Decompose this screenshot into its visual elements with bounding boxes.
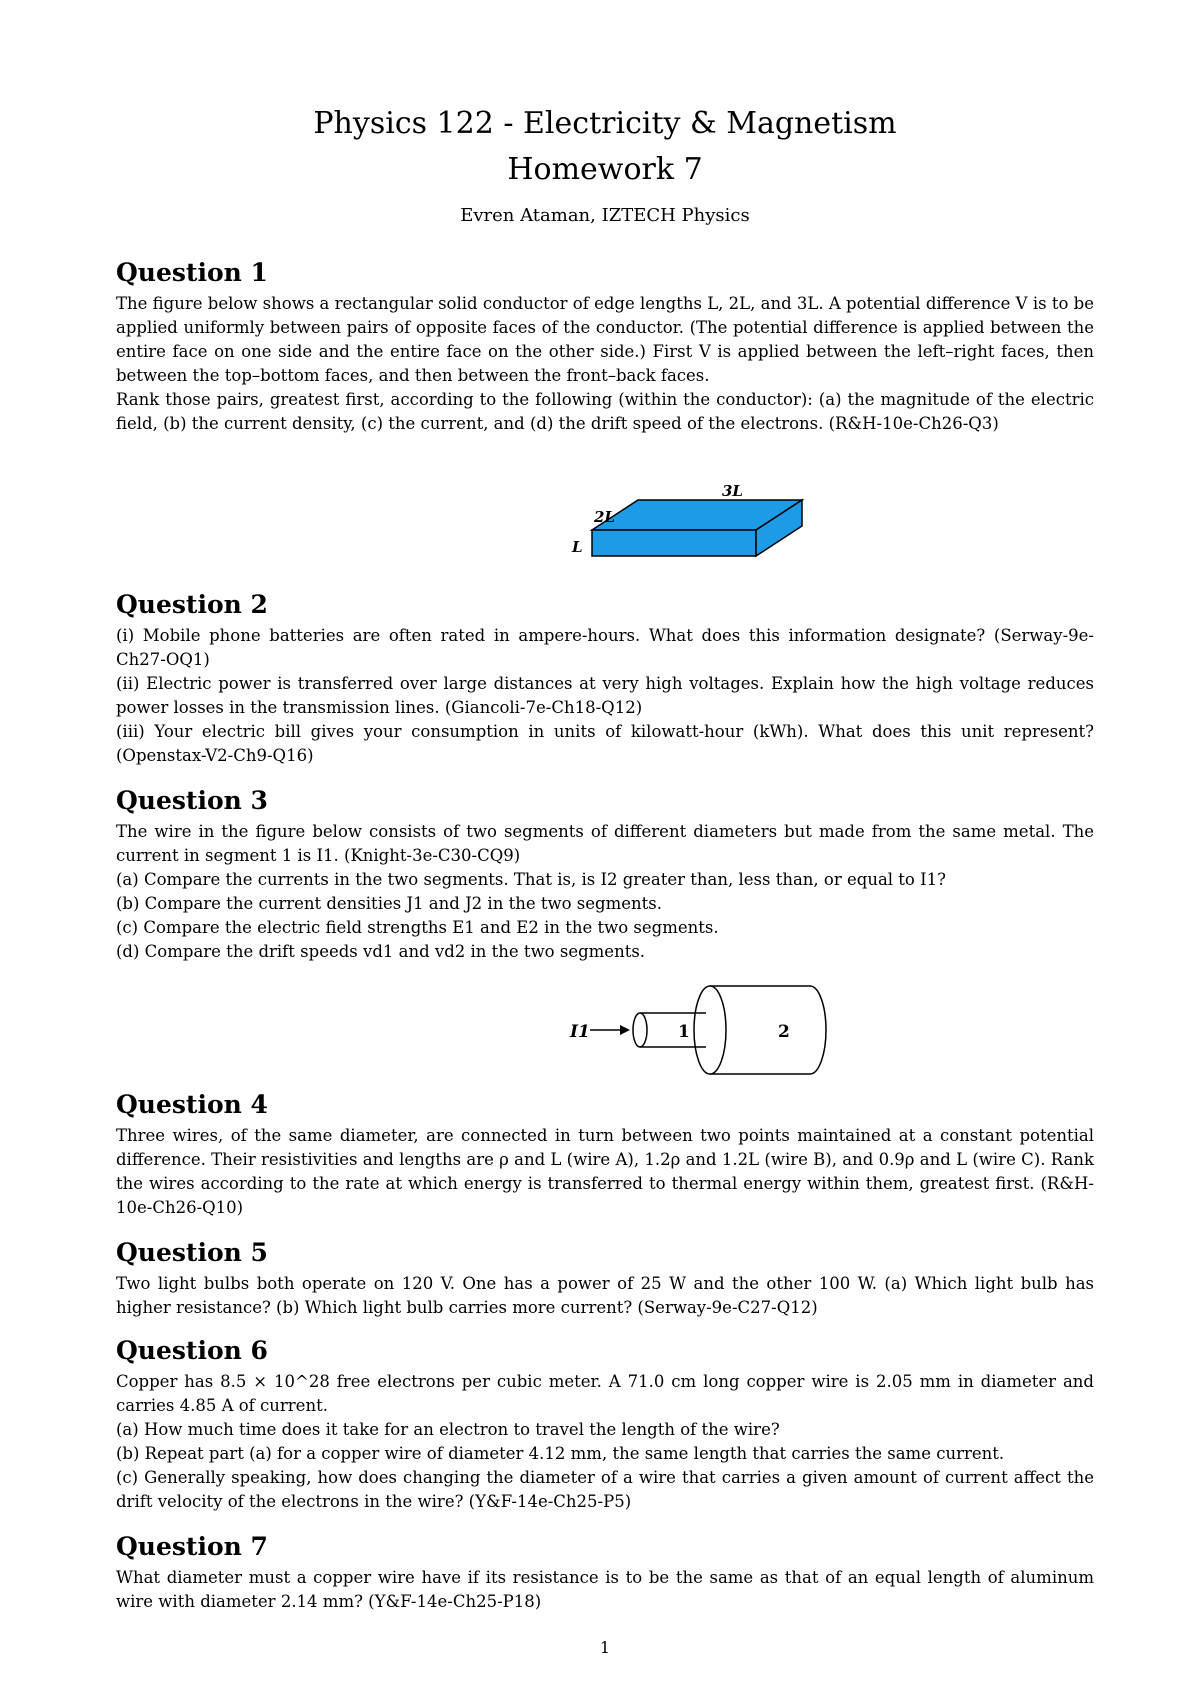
question-3-part-c: (c) Compare the electric field strengths E1 and E2 in the two segments. bbox=[116, 918, 719, 937]
segment-2-end bbox=[694, 986, 726, 1074]
question-4-text: Three wires, of the same diameter, are connected in turn between two points maintained at a constant potential difference. Their resistivities and lengths are ρ and L (wire A), 1.2ρ and 1.2L (wire B), and 0.9ρ and L (wire C). Rank the wires according to the rate at which energy is transferred to thermal energy within them, greatest first. (R&H-10e-Ch26-Q10) bbox=[116, 1126, 1094, 1217]
document-title: Physics 122 - Electricity & Magnetism bbox=[313, 106, 897, 141]
question-6-part-c: (c) Generally speaking, how does changing the diameter of a wire that carries a given amount of current affect the drift velocity of the electrons in the wire? (Y&F-14e-Ch25-P5) bbox=[116, 1468, 1094, 1511]
rectangular-conductor-figure bbox=[500, 480, 830, 590]
label-L: L bbox=[572, 538, 583, 556]
two-segment-wire-figure bbox=[460, 980, 860, 1080]
question-2-part-ii: (ii) Electric power is transferred over large distances at very high voltages. Explain how the high voltage reduces power losses in the transmission lines. (Giancoli-7e-Ch18-Q12) bbox=[116, 674, 1094, 717]
conductor-front-face bbox=[592, 530, 756, 556]
question-6-heading: Question 6 bbox=[116, 1336, 268, 1365]
label-segment-2: 2 bbox=[778, 1022, 790, 1042]
question-6-text bbox=[116, 1370, 1094, 1514]
question-5-heading: Question 5 bbox=[116, 1238, 268, 1267]
label-3L: 3L bbox=[722, 482, 743, 500]
current-arrow-head bbox=[620, 1025, 630, 1035]
question-6-paragraph-1: Copper has 8.5 × 10^28 free electrons per cubic meter. A 71.0 cm long copper wire is 2.05 mm in diameter and carries 4.85 A of current. bbox=[116, 1372, 1094, 1415]
document-subtitle: Homework 7 bbox=[507, 152, 703, 187]
question-3-part-a: (a) Compare the currents in the two segments. That is, is I2 greater than, less than, or equal to I1? bbox=[116, 870, 946, 889]
label-2L: 2L bbox=[594, 508, 615, 526]
question-1-paragraph-2: Rank those pairs, greatest first, according to the following (within the conductor): (a) the magnitude of the electric field, (b) the current density, (c) the current, and (d) the drift speed of the electrons. (R&H-10e-Ch26-Q3) bbox=[116, 390, 1094, 433]
question-2-text bbox=[116, 624, 1094, 768]
question-6-part-a: (a) How much time does it take for an electron to travel the length of the wire? bbox=[116, 1420, 780, 1439]
question-7-heading: Question 7 bbox=[116, 1532, 268, 1561]
question-3-text bbox=[116, 820, 1094, 964]
question-6-part-b: (b) Repeat part (a) for a copper wire of diameter 4.12 mm, the same length that carries the same current. bbox=[116, 1444, 1005, 1463]
question-2-part-i: (i) Mobile phone batteries are often rated in ampere-hours. What does this information designate? (Serway-9e-Ch27-OQ1) bbox=[116, 626, 1094, 669]
label-I1: I1 bbox=[570, 1022, 590, 1042]
question-2-heading: Question 2 bbox=[116, 590, 268, 619]
question-7-text: What diameter must a copper wire have if its resistance is to be the same as that of an equal length of aluminum wire with diameter 2.14 mm? (Y&F-14e-Ch25-P18) bbox=[116, 1568, 1094, 1611]
question-3-heading: Question 3 bbox=[116, 786, 268, 815]
question-3-part-d: (d) Compare the drift speeds vd1 and vd2 in the two segments. bbox=[116, 942, 646, 961]
question-3-part-b: (b) Compare the current densities J1 and J2 in the two segments. bbox=[116, 894, 662, 913]
label-segment-1: 1 bbox=[678, 1022, 690, 1042]
question-5-text: Two light bulbs both operate on 120 V. One has a power of 25 W and the other 100 W. (a) Which light bulb has higher resistance? (b) Which light bulb carries more current? (Serway-9e-C27-Q12) bbox=[116, 1274, 1094, 1317]
question-1-paragraph-1: The figure below shows a rectangular solid conductor of edge lengths L, 2L, and 3L. A potential difference V is to be applied uniformly between pairs of opposite faces of the conductor. (The potential difference is applied between the entire face on one side and the entire face on the other side.) First V is applied between the left–right faces, then between the top–bottom faces, and then between the front–back faces. bbox=[116, 294, 1094, 385]
question-2-part-iii: (iii) Your electric bill gives your consumption in units of kilowatt-hour (kWh). What does this unit represent? (Openstax-V2-Ch9-Q16) bbox=[116, 722, 1094, 765]
page-number: 1 bbox=[599, 1638, 611, 1657]
question-3-paragraph-1: The wire in the figure below consists of two segments of different diameters but made from the same metal. The current in segment 1 is I1. (Knight-3e-C30-CQ9) bbox=[116, 822, 1094, 865]
question-1-text bbox=[116, 292, 1094, 436]
document-author: Evren Ataman, IZTECH Physics bbox=[460, 205, 750, 226]
question-4-heading: Question 4 bbox=[116, 1090, 268, 1119]
question-1-heading: Question 1 bbox=[116, 258, 268, 287]
segment-1-end bbox=[633, 1013, 647, 1047]
